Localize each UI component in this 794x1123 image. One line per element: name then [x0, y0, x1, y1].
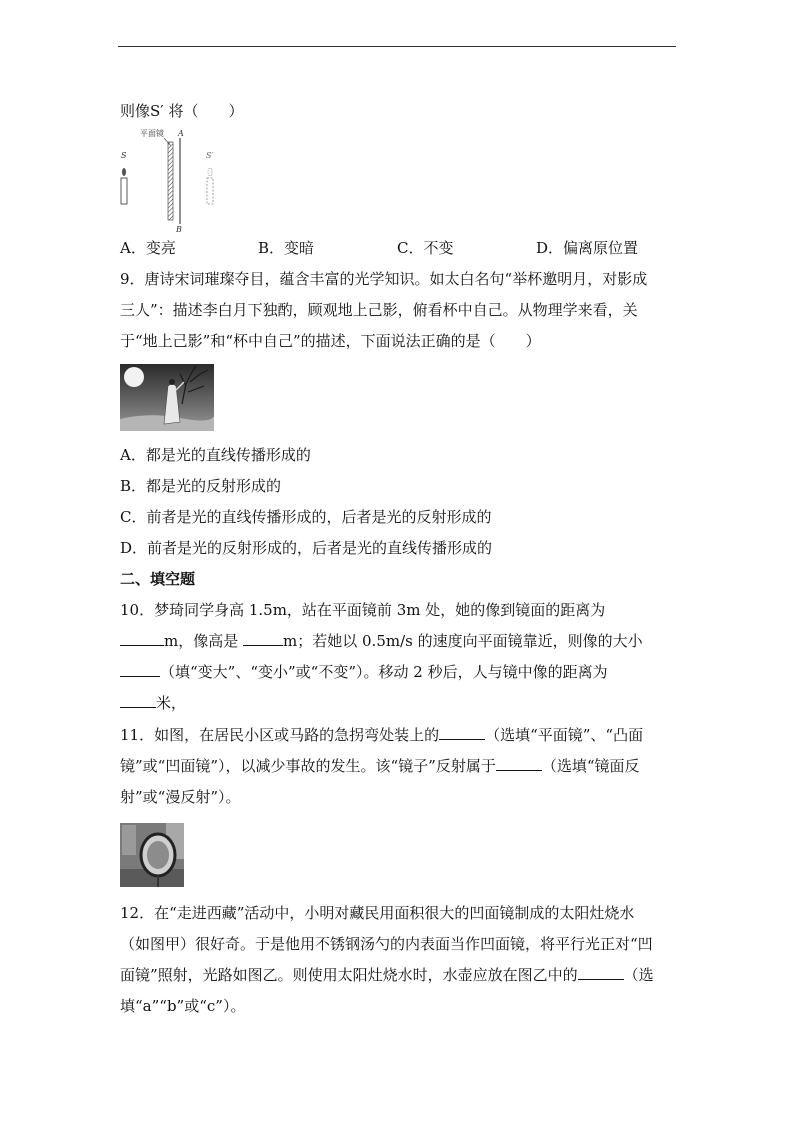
label-B: B [176, 225, 182, 234]
q9-moon-drinking-illustration [120, 364, 214, 431]
q11-line-1 [120, 725, 643, 745]
q9-line-1: 9．唐诗宋词璀璨夺目，蕴含丰富的光学知识。如太白名句“举杯邀明月，对影成 [120, 270, 648, 288]
q10-line-2 [120, 631, 643, 651]
q11-l2b: （选填“镜面反 [541, 757, 640, 775]
section-title: 二、填空题 [120, 570, 196, 588]
q11-l2a: 镜”或“凹面镜”），以减少事故的发生。该“镜子”反射属于 [120, 757, 496, 775]
q9-option-b: B．都是光的反射形成的 [120, 477, 282, 495]
q8-option-a: A．变亮 [120, 239, 176, 257]
mirror-label: 平面镜 [140, 129, 164, 138]
q11-line-2 [120, 756, 640, 776]
candle-S [121, 178, 127, 204]
q8-options [120, 238, 638, 258]
blank-6[interactable] [496, 756, 542, 771]
q9-line-3: 于“地上己影”和“杯中自己”的描述，下面说法正确的是（ ） [120, 332, 541, 350]
q11-convex-mirror-photo [120, 823, 184, 887]
q10-l4: 米， [156, 694, 187, 712]
label-S-prime: S′ [206, 151, 214, 160]
header-rule [118, 46, 676, 47]
moon [124, 367, 144, 387]
candle-flame [122, 168, 126, 176]
q9-option-d: D．前者是光的反射形成的，后者是光的直线传播形成的 [120, 539, 493, 557]
q12-l3b: （选 [623, 966, 654, 984]
blank-2[interactable] [243, 631, 283, 646]
q8-option-d: D．偏离原位置 [536, 239, 639, 257]
q8-stem-tail: 则像S′ 将（ ） [120, 102, 244, 120]
label-A: A [178, 129, 184, 138]
q8-option-b: B．变暗 [258, 239, 315, 257]
q10-l2a: m，像高是 [164, 632, 239, 650]
q8-option-c: C．不变 [397, 239, 454, 257]
q10-line-3 [120, 662, 608, 682]
q12-line-1: 12．在“走进西藏”活动中，小明对藏民用面积很大的凹面镜制成的太阳灶烧水 [120, 904, 635, 922]
q9-line-2: 三人”：描述李白月下独酌，顾观地上己影，俯看杯中自己。从物理学来看，关 [120, 301, 638, 319]
q12-line-4: 填“a”“b”或“c”）。 [120, 997, 246, 1015]
q8-plane-mirror-figure [114, 126, 224, 234]
q9-option-c: C．前者是光的直线传播形成的，后者是光的反射形成的 [120, 508, 492, 526]
blank-3[interactable] [120, 662, 160, 677]
q12-line-2: （如图甲）很好奇。于是他用不锈钢汤勺的内表面当作凹面镜，将平行光正对“凹 [120, 935, 653, 953]
q12-line-3 [120, 965, 654, 985]
q10-l3: （填“变大”、“变小”或“不变”）。移动 2 秒后，人与镜中像的距离为 [160, 663, 608, 681]
q10-line-4 [120, 693, 186, 713]
blank-4[interactable] [120, 693, 156, 708]
q12-l3a: 面镜”照射，光路如图乙。则使用太阳灶烧水时，水壶应放在图乙中的 [120, 966, 578, 984]
blank-7[interactable] [578, 965, 624, 980]
q10-l2b: m；若她以 0.5m/s 的速度向平面镜靠近，则像的大小 [283, 632, 643, 650]
label-S: S [121, 151, 127, 160]
image-flame [208, 168, 212, 176]
q11-l1b: （选填“平面镜”、“凸面 [485, 726, 644, 744]
q9-option-a: A．都是光的直线传播形成的 [120, 446, 311, 464]
plane-mirror [168, 142, 173, 220]
q10-line-1: 10．梦琦同学身高 1.5m，站在平面镜前 3m 处，她的像到镜面的距离为 [120, 601, 606, 619]
q11-l1a: 11．如图，在居民小区或马路的急拐弯处装上的 [120, 726, 440, 744]
blank-5[interactable] [439, 725, 485, 740]
blank-1[interactable] [120, 631, 164, 646]
q11-line-3: 射”或“漫反射”）。 [120, 788, 241, 806]
candle-image-S-prime [207, 178, 213, 204]
